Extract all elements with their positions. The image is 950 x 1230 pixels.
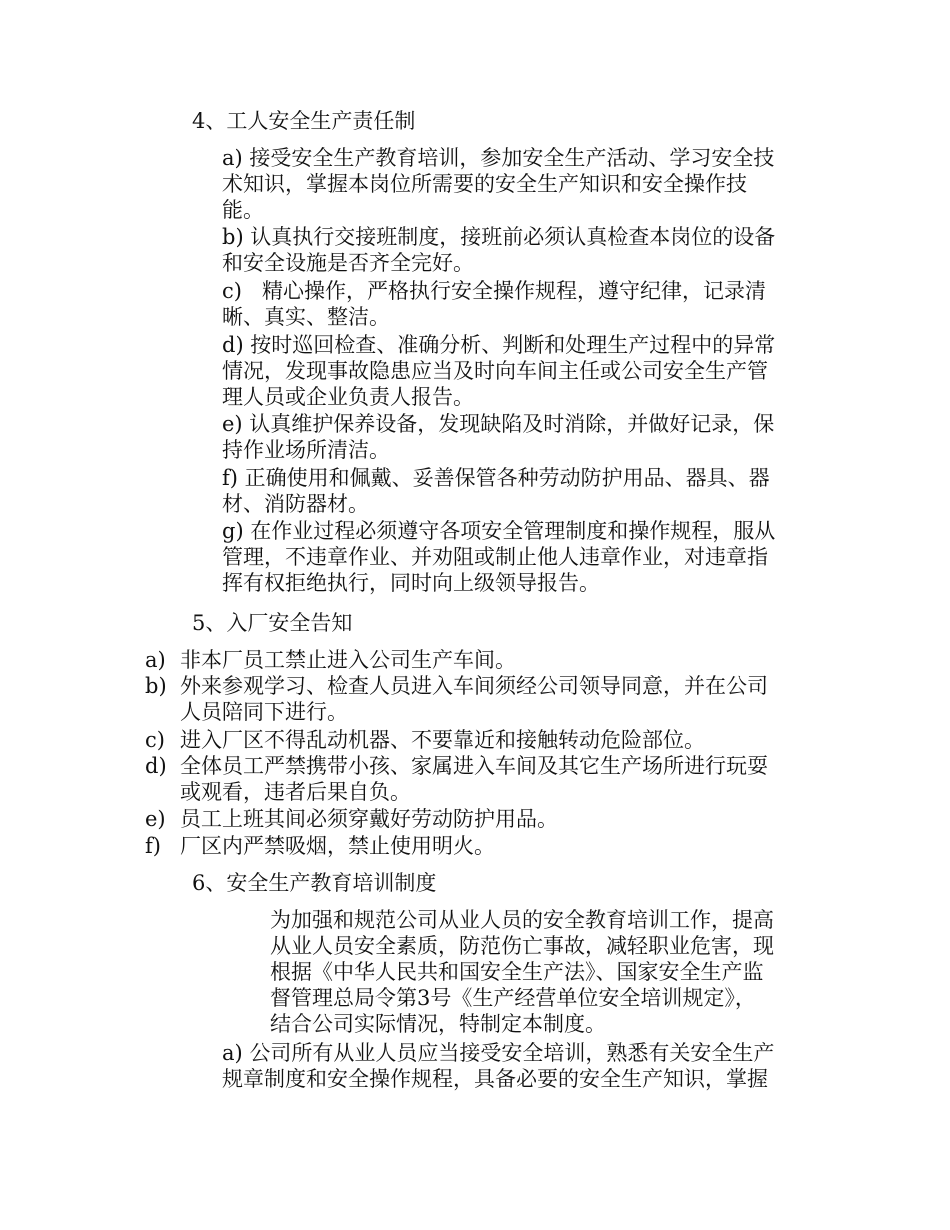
item-marker: c): [145, 728, 165, 752]
section-4-heading: 4、工人安全生产责任制: [192, 109, 416, 133]
section-5-item-e: [145, 806, 845, 832]
section-5-item-b: [145, 673, 845, 725]
text-line: a) 公司所有从业人员应当接受安全培训，熟悉有关安全生产: [222, 1041, 775, 1065]
text-line: b) 认真执行交接班制度，接班前必须认真检查本岗位的设备: [222, 225, 776, 249]
text-line: 晰、真实、整洁。: [222, 305, 390, 329]
text-line: 根据《中华人民共和国安全生产法》、国家安全生产监: [270, 960, 764, 984]
text-line: 情况，发现事故隐患应当及时向车间主任或公司安全生产管: [222, 359, 768, 383]
text-line: f) 正确使用和佩戴、妥善保管各种劳动防护用品、器具、器: [222, 466, 770, 490]
section-6-intro: [270, 907, 850, 1037]
text-line: 外来参观学习、检查人员进入车间须经公司领导同意，并在公司: [180, 674, 768, 698]
text-line: 督管理总局令第3号《生产经营单位安全培训规定》，: [270, 986, 756, 1010]
text-line: 术知识，掌握本岗位所需要的安全生产知识和安全操作技: [222, 172, 747, 196]
item-marker: b): [145, 674, 167, 698]
text-line: a) 接受安全生产教育培训，参加安全生产活动、学习安全技: [222, 146, 775, 170]
text-line: d) 按时巡回检查、准确分析、判断和处理生产过程中的异常: [222, 333, 776, 357]
text-line: 持作业场所清洁。: [222, 438, 390, 462]
text-line: 管理，不违章作业、并劝阻或制止他人违章作业，对违章指: [222, 545, 768, 569]
text-line: 进入厂区不得乱动机器、不要靠近和接触转动危险部位。: [180, 728, 705, 752]
text-line: 挥有权拒绝执行，同时向上级领导报告。: [222, 571, 600, 595]
text-line: 非本厂员工禁止进入公司生产车间。: [180, 648, 516, 672]
text-line: 和安全设施是否齐全完好。: [222, 251, 474, 275]
text-line: e) 认真维护保养设备，发现缺陷及时消除，并做好记录，保: [222, 412, 775, 436]
item-marker: e): [145, 807, 166, 831]
section-4-item-e: [222, 411, 847, 463]
text-line: 材、消防器材。: [222, 492, 369, 516]
section-4-item-a: [222, 145, 847, 223]
section-4-item-d: [222, 332, 847, 410]
section-6-heading: 6、安全生产教育培训制度: [192, 871, 437, 895]
text-line: 全体员工严禁携带小孩、家属进入车间及其它生产场所进行玩耍: [180, 754, 768, 778]
text-line: c) 精心操作，严格执行安全操作规程，遵守纪律，记录清: [222, 279, 766, 303]
text-line: 从业人员安全素质，防范伤亡事故，减轻职业危害，现: [270, 934, 774, 958]
item-marker: a): [145, 648, 166, 672]
text-line: 结合公司实际情况，特制定本制度。: [270, 1012, 606, 1036]
section-5-item-f: [145, 833, 845, 859]
section-5-heading: 5、入厂安全告知: [192, 611, 353, 635]
text-line: 或观看，违者后果自负。: [180, 780, 411, 804]
text-line: 人员陪同下进行。: [180, 700, 348, 724]
item-marker: d): [145, 754, 167, 778]
text-line: 能。: [222, 198, 264, 222]
section-4-item-f: [222, 465, 847, 517]
text-line: 规章制度和安全操作规程，具备必要的安全生产知识，掌握: [222, 1067, 768, 1091]
item-marker: f): [145, 834, 161, 858]
section-5-item-a: [145, 647, 845, 673]
text-line: 为加强和规范公司从业人员的安全教育培训工作，提高: [270, 908, 774, 932]
section-4-item-b: [222, 224, 847, 276]
text-line: g) 在作业过程必须遵守各项安全管理制度和操作规程，服从: [222, 519, 776, 543]
section-6-item-a: [222, 1040, 847, 1092]
section-4-item-c: [222, 278, 847, 330]
text-line: 理人员或企业负责人报告。: [222, 385, 474, 409]
section-4-item-g: [222, 518, 847, 596]
section-5-item-d: [145, 753, 845, 805]
text-line: 厂区内严禁吸烟，禁止使用明火。: [180, 834, 495, 858]
text-line: 员工上班其间必须穿戴好劳动防护用品。: [180, 807, 558, 831]
section-5-item-c: [145, 727, 845, 753]
